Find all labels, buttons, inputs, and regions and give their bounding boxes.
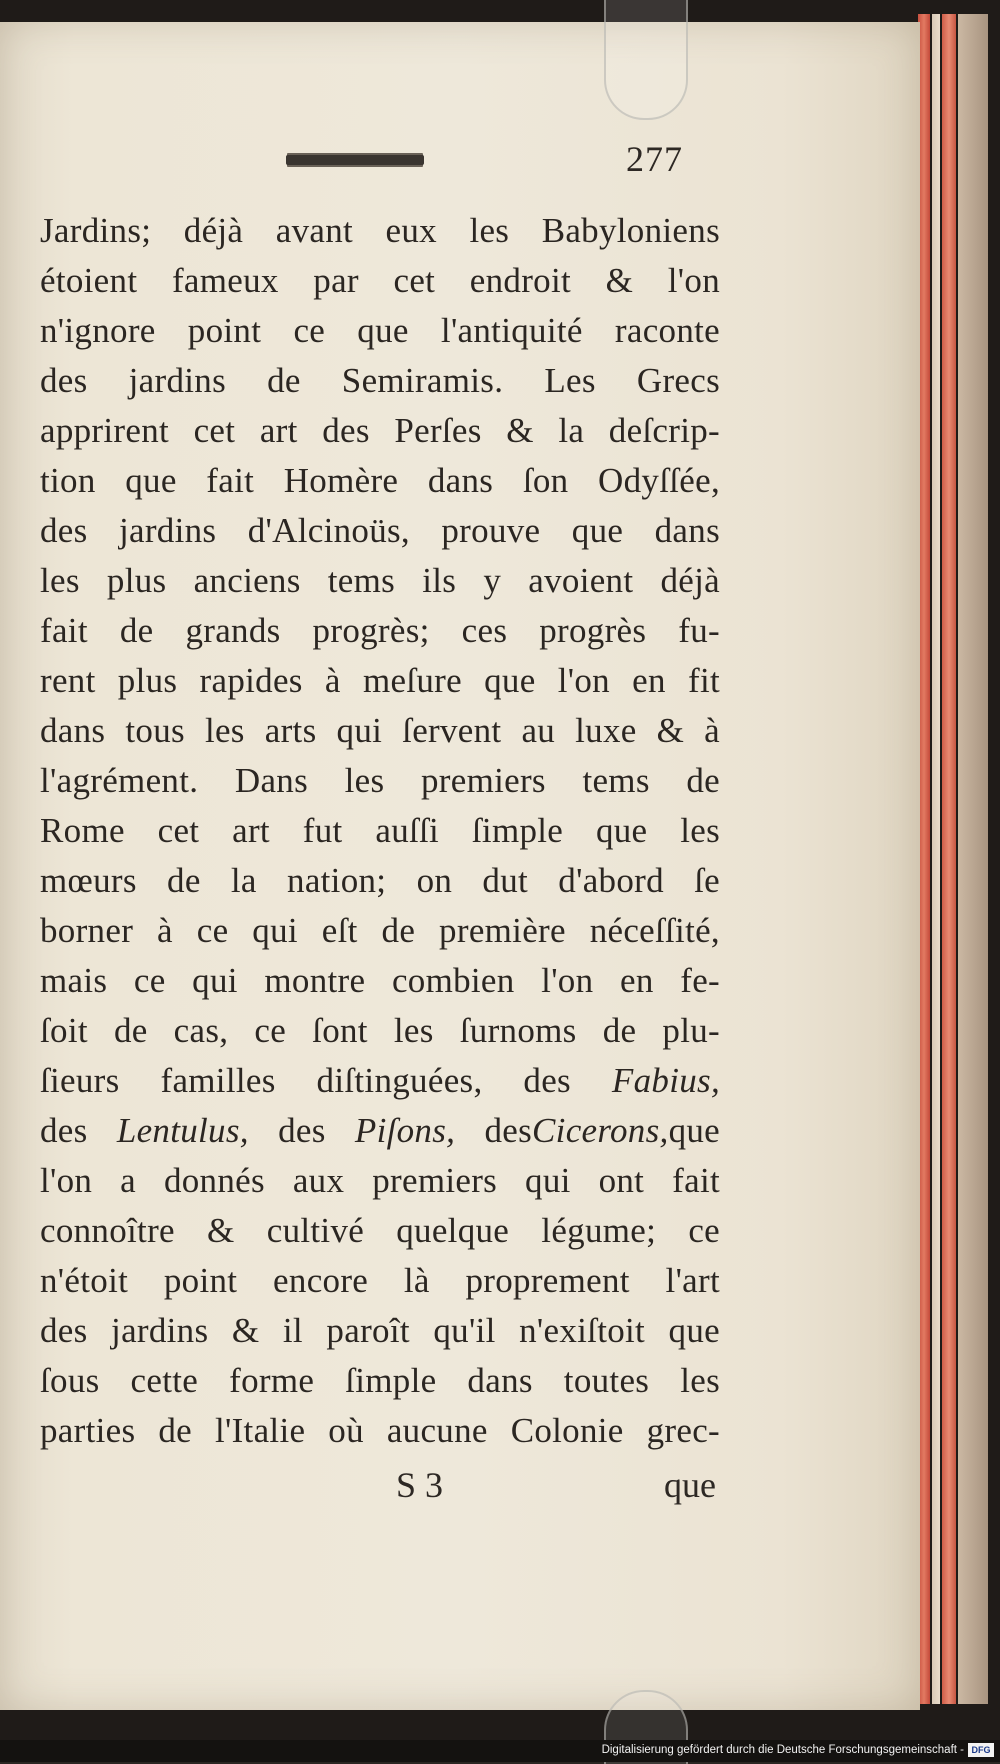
text-segment: des xyxy=(40,1111,88,1150)
text-line: des jardins & il paroît qu'il n'exiſtoit que xyxy=(40,1311,720,1350)
text-line: parties de l'Italie où aucune Colonie grec- xyxy=(40,1411,720,1450)
text-segment: ſieurs familles diſtinguées, des xyxy=(40,1061,571,1100)
italic-name-cicerons: Cicerons, xyxy=(532,1111,669,1150)
digitization-credit: Digitalisierung gefördert durch die Deutsche Forschungsgemeinschaft - xyxy=(601,1744,964,1756)
italic-name-fabius: Fabius, xyxy=(611,1061,720,1100)
text-line-mixed xyxy=(40,1106,720,1156)
text-line: ſous cette forme ſimple dans toutes les xyxy=(40,1361,720,1400)
text-line: Rome cet art fut auſſi ſimple que les xyxy=(40,811,720,850)
page-text xyxy=(40,206,720,1456)
text-line: mais ce qui montre combien l'on en fe- xyxy=(40,961,720,1000)
text-segment: des xyxy=(278,1111,326,1150)
text-segment: que xyxy=(668,1111,720,1150)
text-line: étoient fameux par cet endroit & l'on xyxy=(40,261,720,300)
text-line: dans tous les arts qui ſervent au luxe & à xyxy=(40,711,720,750)
text-line: borner à ce qui eſt de première néceſſité, xyxy=(40,911,720,950)
text-line: n'étoit point encore là proprement l'art xyxy=(40,1261,720,1300)
italic-name-pisons: Piſons, xyxy=(354,1111,456,1150)
header-ornament-rule xyxy=(286,155,424,165)
text-line: des jardins d'Alcinoüs, prouve que dans xyxy=(40,511,720,550)
text-line: des jardins de Semiramis. Les Grecs xyxy=(40,361,720,400)
text-line: l'agrément. Dans les premiers tems de xyxy=(40,761,720,800)
text-line: l'on a donnés aux premiers qui ont fait xyxy=(40,1161,720,1200)
glass-clip-top xyxy=(604,0,688,120)
text-line: tion que fait Homère dans ſon Odyſſée, xyxy=(40,461,720,500)
text-line: les plus anciens tems ils y avoient déjà xyxy=(40,561,720,600)
page-edge-red-outer xyxy=(942,14,956,1704)
text-line: Jardins; déjà avant eux les Babyloniens xyxy=(40,211,720,250)
italic-name-lentulus: Lentulus, xyxy=(116,1111,249,1150)
catchword: que xyxy=(664,1465,716,1505)
text-line: fait de grands progrès; ces progrès fu- xyxy=(40,611,720,650)
text-line: rent plus rapides à meſure que l'on en fit xyxy=(40,661,720,700)
text-line: n'ignore point ce que l'antiquité raconte xyxy=(40,311,720,350)
text-segment: des xyxy=(484,1111,533,1150)
dfg-logo: DFG xyxy=(968,1743,994,1757)
page-number: 277 xyxy=(626,139,683,179)
text-line: mœurs de la nation; on dut d'abord ſe xyxy=(40,861,720,900)
text-line: connoître & cultivé quelque légume; ce xyxy=(40,1211,720,1250)
text-line: ſoit de cas, ce ſont les ſurnoms de plu- xyxy=(40,1011,720,1050)
text-line-mixed xyxy=(40,1056,720,1106)
book-cover-edge xyxy=(958,14,988,1704)
page-edge-paper xyxy=(932,14,940,1704)
signature-mark: S 3 xyxy=(396,1465,444,1505)
text-line: apprirent cet art des Perſes & la deſcrip- xyxy=(40,411,720,450)
